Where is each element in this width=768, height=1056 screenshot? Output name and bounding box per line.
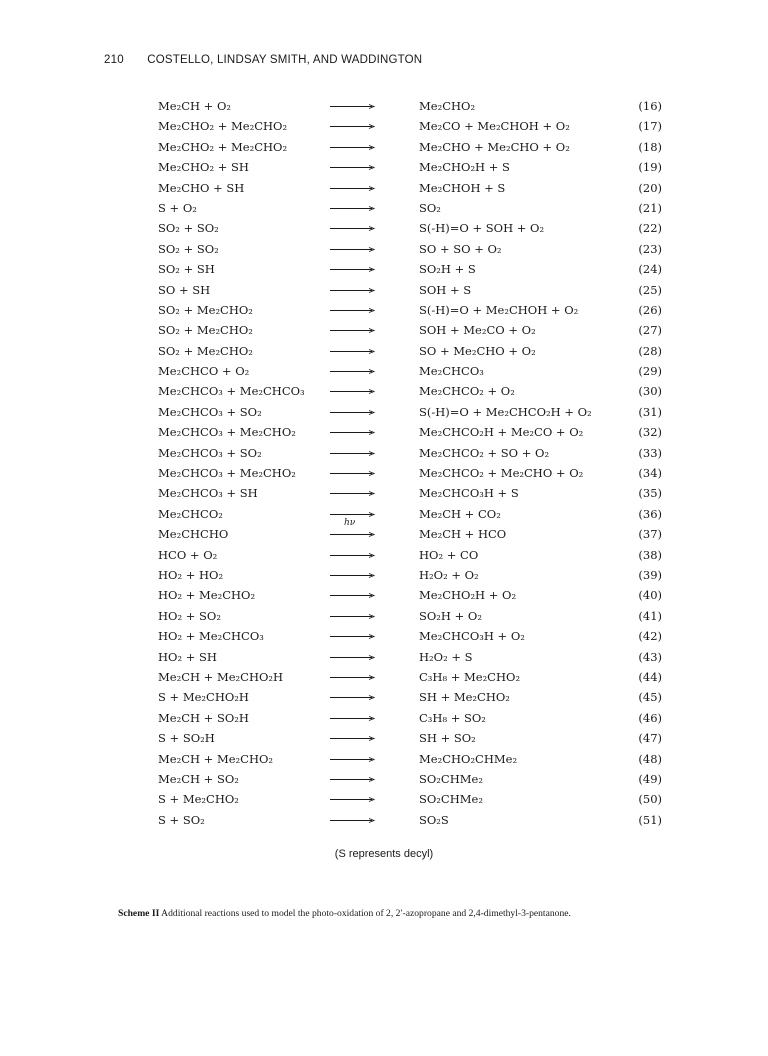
reaction-arrow-icon — [330, 137, 376, 157]
reactants: SO₂ + Me₂CHO₂ — [158, 343, 253, 358]
reaction-arrow-icon — [330, 708, 376, 728]
reaction-row — [158, 300, 668, 320]
running-title: COSTELLO, LINDSAY SMITH, AND WADDINGTON — [147, 54, 423, 66]
reactants: SO₂ + SO₂ — [158, 221, 219, 236]
equation-number: (23) — [638, 241, 662, 256]
reaction-row — [158, 239, 668, 259]
products: H₂O₂ + O₂ — [419, 567, 479, 582]
reactants: HO₂ + SO₂ — [158, 608, 221, 623]
products: HO₂ + CO — [419, 547, 479, 562]
products: SO₂H + S — [419, 262, 476, 277]
equation-number: (49) — [638, 771, 662, 786]
equation-number: (39) — [638, 567, 662, 582]
reaction-arrow-icon — [330, 280, 376, 300]
reaction-arrow-icon — [330, 402, 376, 422]
reaction-arrow-icon — [330, 198, 376, 218]
reaction-arrow-icon — [330, 300, 376, 320]
products: Me₂CH + HCO — [419, 527, 507, 542]
products: Me₂CHO₂CHMe₂ — [419, 751, 518, 766]
reactants: Me₂CHCO + O₂ — [158, 364, 250, 379]
products: SO₂ — [419, 200, 441, 215]
products: Me₂CHOH + S — [419, 180, 506, 195]
products: SO₂CHMe₂ — [419, 771, 483, 786]
reaction-arrow-icon — [330, 463, 376, 483]
equation-number: (47) — [638, 731, 662, 746]
reaction-row — [158, 749, 668, 769]
reactants: HCO + O₂ — [158, 547, 218, 562]
reaction-arrow-icon — [330, 157, 376, 177]
reaction-row — [158, 198, 668, 218]
reaction-arrow-icon — [330, 239, 376, 259]
equation-number: (25) — [638, 282, 662, 297]
reaction-row — [158, 341, 668, 361]
products: SO + Me₂CHO + O₂ — [419, 343, 536, 358]
equation-number: (37) — [638, 527, 662, 542]
reaction-row — [158, 769, 668, 789]
reactants: Me₂CH + SO₂H — [158, 710, 249, 725]
reactants: Me₂CHCO₃ + Me₂CHO₂ — [158, 425, 296, 440]
products: Me₂CO + Me₂CHOH + O₂ — [419, 119, 570, 134]
reaction-row — [158, 565, 668, 585]
reaction-row — [158, 178, 668, 198]
equation-number: (46) — [638, 710, 662, 725]
reactants: HO₂ + SH — [158, 649, 217, 664]
equation-number: (38) — [638, 547, 662, 562]
equation-number: (43) — [638, 649, 662, 664]
products: Me₂CHCO₃ — [419, 364, 484, 379]
equation-number: (20) — [638, 180, 662, 195]
reaction-row — [158, 116, 668, 136]
equation-number: (17) — [638, 119, 662, 134]
reaction-row — [158, 687, 668, 707]
equation-number: (27) — [638, 323, 662, 338]
reaction-arrow-icon — [330, 687, 376, 707]
equation-number: (19) — [638, 160, 662, 175]
reaction-arrow-icon — [330, 810, 376, 830]
reaction-arrow-icon — [330, 320, 376, 340]
products: Me₂CH + CO₂ — [419, 506, 501, 521]
reaction-arrow-icon — [330, 381, 376, 401]
reactants: Me₂CHO + SH — [158, 180, 245, 195]
reactants: HO₂ + Me₂CHO₂ — [158, 588, 256, 603]
reaction-arrow-icon — [330, 422, 376, 442]
reaction-arrow-icon — [330, 545, 376, 565]
reaction-arrow-icon — [330, 116, 376, 136]
reactants: HO₂ + HO₂ — [158, 567, 224, 582]
reaction-arrow-icon — [330, 361, 376, 381]
reactants: Me₂CHCO₃ + Me₂CHO₂ — [158, 466, 296, 481]
products: SOH + S — [419, 282, 472, 297]
products: SOH + Me₂CO + O₂ — [419, 323, 536, 338]
products: H₂O₂ + S — [419, 649, 473, 664]
reactants: Me₂CHCO₃ + SH — [158, 486, 258, 501]
caption-text: Additional reactions used to model the photo-oxidation of 2, 2′-azopropane and 2,4-dimethyl-3-pentanone. — [159, 908, 571, 919]
reactants: Me₂CHCO₃ + SO₂ — [158, 445, 262, 460]
reactants: Me₂CHCO₂ — [158, 506, 223, 521]
scheme-note: (S represents decyl) — [334, 848, 434, 860]
reaction-row — [158, 789, 668, 809]
products: S(-H)=O + SOH + O₂ — [419, 221, 545, 236]
reaction-arrow-icon — [330, 341, 376, 361]
reactants: Me₂CHO₂ + Me₂CHO₂ — [158, 119, 288, 134]
equation-number: (26) — [638, 302, 662, 317]
reactants: Me₂CH + SO₂ — [158, 771, 239, 786]
equation-number: (31) — [638, 404, 662, 419]
products: Me₂CHCO₂H + Me₂CO + O₂ — [419, 425, 584, 440]
reaction-row — [158, 585, 668, 605]
reaction-arrow-icon — [330, 769, 376, 789]
reaction-row — [158, 518, 668, 544]
reactants: Me₂CHCO₃ + Me₂CHCO₃ — [158, 384, 305, 399]
products: Me₂CHO₂H + S — [419, 160, 510, 175]
reaction-row — [158, 280, 668, 300]
equation-number: (30) — [638, 384, 662, 399]
products: Me₂CHCO₃H + S — [419, 486, 519, 501]
reactants: SO₂ + SH — [158, 262, 215, 277]
equation-number: (22) — [638, 221, 662, 236]
equation-number: (21) — [638, 200, 662, 215]
products: S(-H)=O + Me₂CHCO₂H + O₂ — [419, 404, 592, 419]
reaction-arrow-icon — [330, 518, 376, 544]
reactants: Me₂CHCHO — [158, 527, 229, 542]
reaction-row — [158, 381, 668, 401]
reaction-row — [158, 157, 668, 177]
equation-number: (33) — [638, 445, 662, 460]
products: SH + SO₂ — [419, 731, 476, 746]
reaction-arrow-icon — [330, 789, 376, 809]
reaction-row — [158, 463, 668, 483]
reaction-arrow-icon — [330, 96, 376, 116]
products: Me₂CHCO₃H + O₂ — [419, 629, 525, 644]
products: SO₂S — [419, 812, 449, 827]
reactants: S + Me₂CHO₂ — [158, 792, 239, 807]
reaction-row — [158, 810, 668, 830]
reaction-row — [158, 667, 668, 687]
reactants: Me₂CHO₂ + SH — [158, 160, 249, 175]
reactants: SO₂ + Me₂CHO₂ — [158, 323, 253, 338]
reaction-arrow-icon — [330, 483, 376, 503]
reactants: Me₂CH + Me₂CHO₂H — [158, 669, 284, 684]
equation-number: (29) — [638, 364, 662, 379]
products: Me₂CHO₂H + O₂ — [419, 588, 517, 603]
products: Me₂CHO₂ — [419, 99, 476, 113]
products: Me₂CHCO₂ + Me₂CHO + O₂ — [419, 466, 584, 481]
products: SO₂CHMe₂ — [419, 792, 483, 807]
reactants: SO + SH — [158, 282, 211, 297]
reaction-row — [158, 626, 668, 646]
reactants: Me₂CHCO₃ + SO₂ — [158, 404, 262, 419]
reaction-arrow-icon — [330, 749, 376, 769]
equation-number: (48) — [638, 751, 662, 766]
reactants: SO₂ + Me₂CHO₂ — [158, 302, 253, 317]
caption-label: Scheme II — [118, 908, 160, 919]
reactants: S + SO₂H — [158, 731, 215, 746]
reaction-row — [158, 728, 668, 748]
products: SO₂H + O₂ — [419, 608, 482, 623]
equation-number: (18) — [638, 139, 662, 154]
reaction-row — [158, 218, 668, 238]
equation-number: (16) — [638, 99, 662, 113]
equation-number: (24) — [638, 262, 662, 277]
equation-number: (35) — [638, 486, 662, 501]
reaction-arrow-icon — [330, 443, 376, 463]
reaction-arrow-icon — [330, 626, 376, 646]
equation-number: (40) — [638, 588, 662, 603]
reactants: Me₂CH + Me₂CHO₂ — [158, 751, 274, 766]
equation-number: (50) — [638, 792, 662, 807]
products: Me₂CHCO₂ + O₂ — [419, 384, 515, 399]
reaction-arrow-icon — [330, 728, 376, 748]
reactants: HO₂ + Me₂CHCO₃ — [158, 629, 264, 644]
arrow-label: hν — [344, 518, 356, 529]
reaction-row — [158, 320, 668, 340]
reaction-row — [158, 504, 668, 524]
reaction-arrow-icon — [330, 667, 376, 687]
reaction-arrow-icon — [330, 259, 376, 279]
reaction-row — [158, 259, 668, 279]
equation-number: (41) — [638, 608, 662, 623]
reaction-row — [158, 361, 668, 381]
equation-number: (36) — [638, 506, 662, 521]
reactants: Me₂CHO₂ + Me₂CHO₂ — [158, 139, 288, 154]
products: C₃H₈ + SO₂ — [419, 710, 486, 725]
equation-number: (51) — [638, 812, 662, 827]
reactants: S + Me₂CHO₂H — [158, 690, 249, 705]
products: Me₂CHO + Me₂CHO + O₂ — [419, 139, 570, 154]
products: S(-H)=O + Me₂CHOH + O₂ — [419, 302, 579, 317]
products: SO + SO + O₂ — [419, 241, 502, 256]
reaction-arrow-icon — [330, 606, 376, 626]
reactants: S + O₂ — [158, 200, 197, 215]
equation-number: (42) — [638, 629, 662, 644]
running-header — [104, 54, 422, 66]
reaction-row — [158, 402, 668, 422]
equation-number: (45) — [638, 690, 662, 705]
reaction-row — [158, 422, 668, 442]
reactants: SO₂ + SO₂ — [158, 241, 219, 256]
reaction-row — [158, 96, 668, 116]
reaction-row — [158, 483, 668, 503]
reaction-arrow-icon — [330, 585, 376, 605]
scheme-caption — [118, 908, 678, 919]
products: C₃H₈ + Me₂CHO₂ — [419, 669, 521, 684]
reaction-row — [158, 443, 668, 463]
reaction-row — [158, 545, 668, 565]
products: SH + Me₂CHO₂ — [419, 690, 510, 705]
reactants: S + SO₂ — [158, 812, 205, 827]
equation-number: (34) — [638, 466, 662, 481]
page-number: 210 — [104, 54, 124, 66]
reaction-arrow-icon — [330, 565, 376, 585]
equation-number: (32) — [638, 425, 662, 440]
equation-number: (44) — [638, 669, 662, 684]
reaction-scheme — [158, 96, 668, 830]
reaction-arrow-icon — [330, 218, 376, 238]
reactants: Me₂CH + O₂ — [158, 99, 232, 113]
reaction-arrow-icon — [330, 647, 376, 667]
products: Me₂CHCO₂ + SO + O₂ — [419, 445, 550, 460]
reaction-row — [158, 137, 668, 157]
equation-number: (28) — [638, 343, 662, 358]
reaction-row — [158, 708, 668, 728]
reaction-row — [158, 647, 668, 667]
reaction-arrow-icon — [330, 178, 376, 198]
reaction-row — [158, 606, 668, 626]
